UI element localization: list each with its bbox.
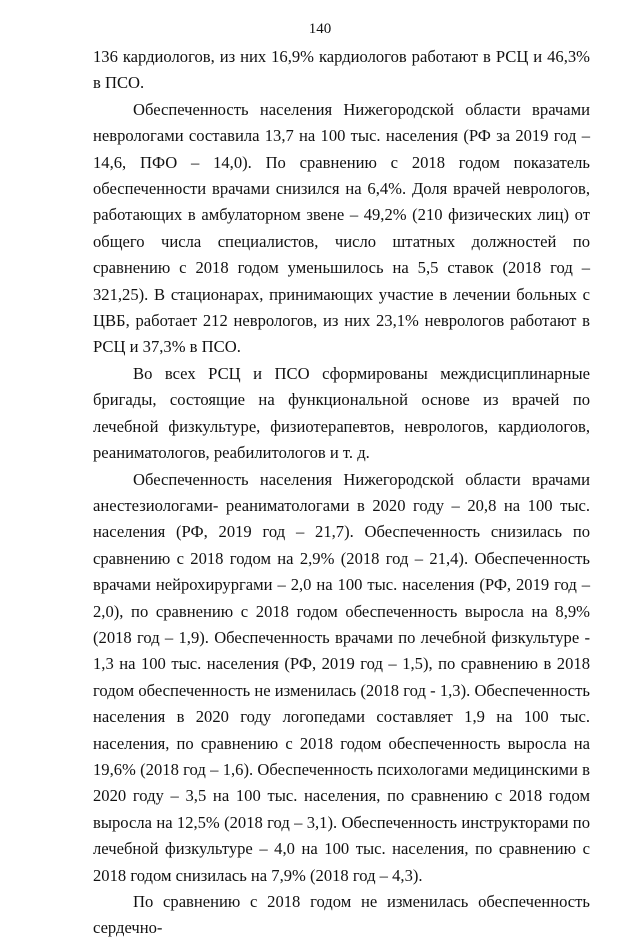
paragraph-anesthesiologists: Обеспеченность населения Нижегородской области врачами анестезиологами- реаниматологами в 2020 году – 20,8 на 100 тыс. населения (РФ, 2019 год – 21,7). Обеспеченность снизилась по сравнению с 2018 годом на 2,9% (2018 год – 21,4). Обеспеченность врачами нейрохирургами – 2,0 на 100 тыс. населения (РФ, 2019 год – 2,0), по сравнению с 2018 годом обеспеченность выросла на 8,9% (2018 год – 1,9). Обеспеченность врачами по лечебной физкультуре - 1,3 на 100 тыс. населения (РФ, 2019 год – 1,5), по сравнению в 2018 годом обеспеченность не изменилась (2018 год - 1,3). Обеспеченность населения в 2020 году логопедами составляет 1,9 на 100 тыс. населения, по сравнению с 2018 годом обеспеченность выросла на 19,6% (2018 год – 1,6). Обеспеченность психологами медицинскими в 2020 году – 3,5 на 100 тыс. населения, по сравнению с 2018 годом выросла на 12,5% (2018 год – 3,1). Обеспеченность инструкторами по лечебной физкультуре – 4,0 на 100 тыс. населения, по сравнению с 2018 годом снизилась на 7,9% (2018 год – 4,3). xyxy=(93,469,590,885)
document-body xyxy=(93,44,590,942)
paragraph-cardiologists-continuation: 136 кардиологов, из них 16,9% кардиологов работают в РСЦ и 46,3% в ПСО. xyxy=(93,47,590,93)
paragraph-cardiovascular-surgeons: По сравнению с 2018 годом не изменилась обеспеченность сердечно- xyxy=(93,892,590,938)
paragraph-multidisciplinary-teams: Во всех РСЦ и ПСО сформированы междисциплинарные бригады, состоящие на функциональной основе из врачей по лечебной физкультуре, физиотерапевтов, неврологов, кардиологов, реаниматологов, реабилитологов и т. д. xyxy=(93,363,590,463)
page-number: 140 xyxy=(308,21,332,37)
paragraph-neurologists: Обеспеченность населения Нижегородской области врачами неврологами составила 13,7 на 100 тыс. населения (РФ за 2019 год – 14,6, ПФО – 14,0). По сравнению с 2018 годом показатель обеспеченности врачами снизился на 6,4%. Доля врачей неврологов, работающих в амбулаторном звене – 49,2% (210 физических лиц) от общего числа специалистов, число штатных должностей по сравнению с 2018 годом уменьшилось на 5,5 ставок (2018 год – 321,25). В стационарах, принимающих участие в лечении больных с ЦВБ, работает 212 неврологов, из них 23,1% неврологов работают в РСЦ и 37,3% в ПСО. xyxy=(93,99,590,357)
